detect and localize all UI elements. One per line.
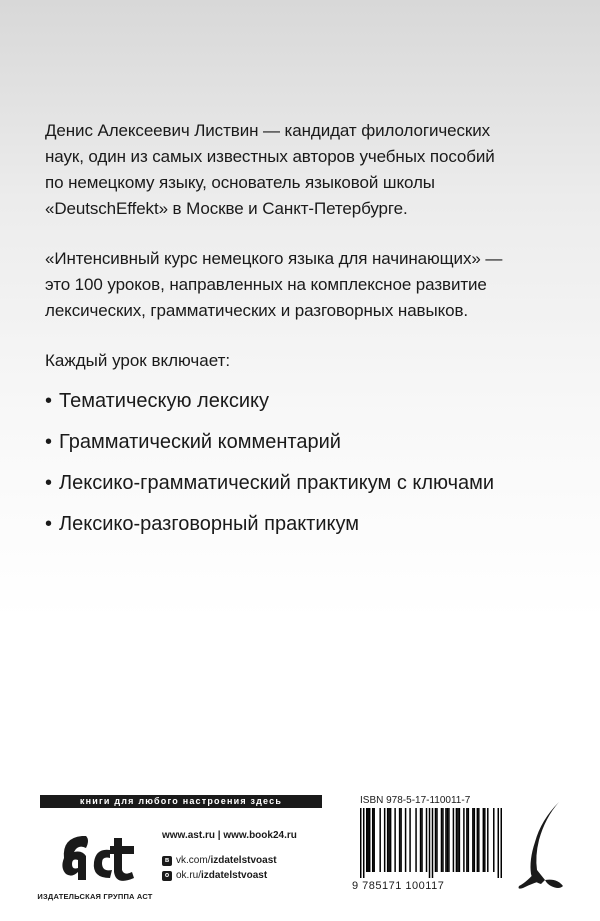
list-item-text: Грамматический комментарий [59, 431, 341, 453]
text-line: «DeutschEffekt» в Москве и Санкт-Петербурге. [45, 199, 408, 218]
barcode-digits: 9 785171 100117 [352, 880, 445, 892]
barcode-bar [405, 808, 406, 872]
barcode-bar [429, 808, 430, 878]
ok-link-handle: izdatelstvoast [201, 870, 268, 881]
barcode-bar [463, 808, 464, 872]
barcode-bar [367, 808, 368, 872]
barcode-bar [472, 808, 473, 872]
vk-icon: в [162, 856, 172, 866]
barcode-bar [456, 808, 457, 872]
barcode-bar [394, 808, 395, 872]
publisher-caption: ИЗДАТЕЛЬСКАЯ ГРУППА АСТ [37, 892, 153, 901]
list-item: • Грамматический комментарий [45, 431, 341, 453]
barcode-bar [468, 808, 469, 872]
barcode-bar [387, 808, 388, 872]
barcode-bar [420, 808, 421, 872]
slogan-band: книги для любого настроения здесь [40, 795, 322, 808]
text-line: это 100 уроков, направленных на комплексное развитие [45, 275, 487, 294]
barcode-bar [415, 808, 416, 872]
list-item-text: Тематическую лексику [59, 390, 269, 412]
text-line: наук, один из самых известных авторов учебных пособий [45, 147, 495, 166]
barcode-bar [435, 808, 436, 872]
description-block [45, 118, 565, 552]
barcode-bar [366, 808, 367, 872]
barcode-bar [493, 808, 494, 872]
barcode-bar [421, 808, 422, 872]
list-item: • Лексико-разговорный практикум [45, 513, 359, 535]
vk-link-handle: izdatelstvoast [210, 855, 277, 866]
isbn: ISBN 978-5-17-110011-7 [360, 795, 471, 806]
text-line: Денис Алексеевич Листвин — кандидат филологических [45, 121, 490, 140]
barcode-bar [373, 808, 374, 872]
lesson-intro: Каждый урок включает: [45, 351, 231, 370]
ok-link-prefix: ok.ru/ [176, 870, 202, 881]
barcode-bar [409, 808, 410, 872]
vk-link-prefix: vk.com/ [176, 855, 211, 866]
barcode-bar [457, 808, 458, 872]
barcode-bar [466, 808, 467, 872]
barcode-bar [363, 808, 364, 878]
barcode-bar [432, 808, 433, 878]
barcode-bar [369, 808, 370, 872]
barcode-bar [388, 808, 389, 872]
text-line: «Интенсивный курс немецкого языка для начинающих» — [45, 249, 503, 268]
barcode-bar [445, 808, 446, 872]
list-item-text: Лексико-грамматический практикум с ключами [59, 472, 495, 494]
author-paragraph [45, 118, 565, 222]
barcode-bar [400, 808, 401, 872]
list-item-text: Лексико-разговорный практикум [59, 513, 359, 535]
barcode-bar [379, 808, 380, 872]
vk-link[interactable] [162, 855, 277, 866]
list-item: • Лексико-грамматический практикум с ключами [45, 472, 495, 494]
barcode-bar [453, 808, 454, 872]
barcode-bar [442, 808, 443, 872]
barcode-bar [447, 808, 448, 872]
ok-icon: о [162, 871, 172, 881]
course-paragraph [45, 246, 565, 324]
barcode-bar [498, 808, 499, 878]
barcode-bar [478, 808, 479, 872]
barcode-bar [360, 808, 361, 878]
lesson-features-list [45, 388, 565, 537]
quill-icon [515, 800, 567, 892]
barcode-bar [441, 808, 442, 872]
text-line: лексических, грамматических и разговорных навыков. [45, 301, 469, 320]
websites[interactable]: www.ast.ru | www.book24.ru [162, 830, 297, 841]
barcode-bar [384, 808, 385, 872]
list-item: • Тематическую лексику [45, 390, 269, 412]
barcode-bar [483, 808, 484, 872]
barcode-bar [477, 808, 478, 872]
barcode-bar [372, 808, 373, 872]
text-line: по немецкому языку, основатель языковой школы [45, 173, 435, 192]
barcode-bar [484, 808, 485, 872]
barcode-bar [474, 808, 475, 872]
barcode-bar [501, 808, 502, 878]
ok-link[interactable] [162, 870, 267, 881]
barcode-bar [399, 808, 400, 872]
ast-logo [52, 828, 152, 888]
barcode-bar [436, 808, 437, 872]
barcode-bar [390, 808, 391, 872]
barcode-bar [448, 808, 449, 872]
barcode-bar [459, 808, 460, 872]
barcode-bar [426, 808, 427, 872]
barcode [360, 808, 502, 878]
barcode-bar [487, 808, 488, 872]
